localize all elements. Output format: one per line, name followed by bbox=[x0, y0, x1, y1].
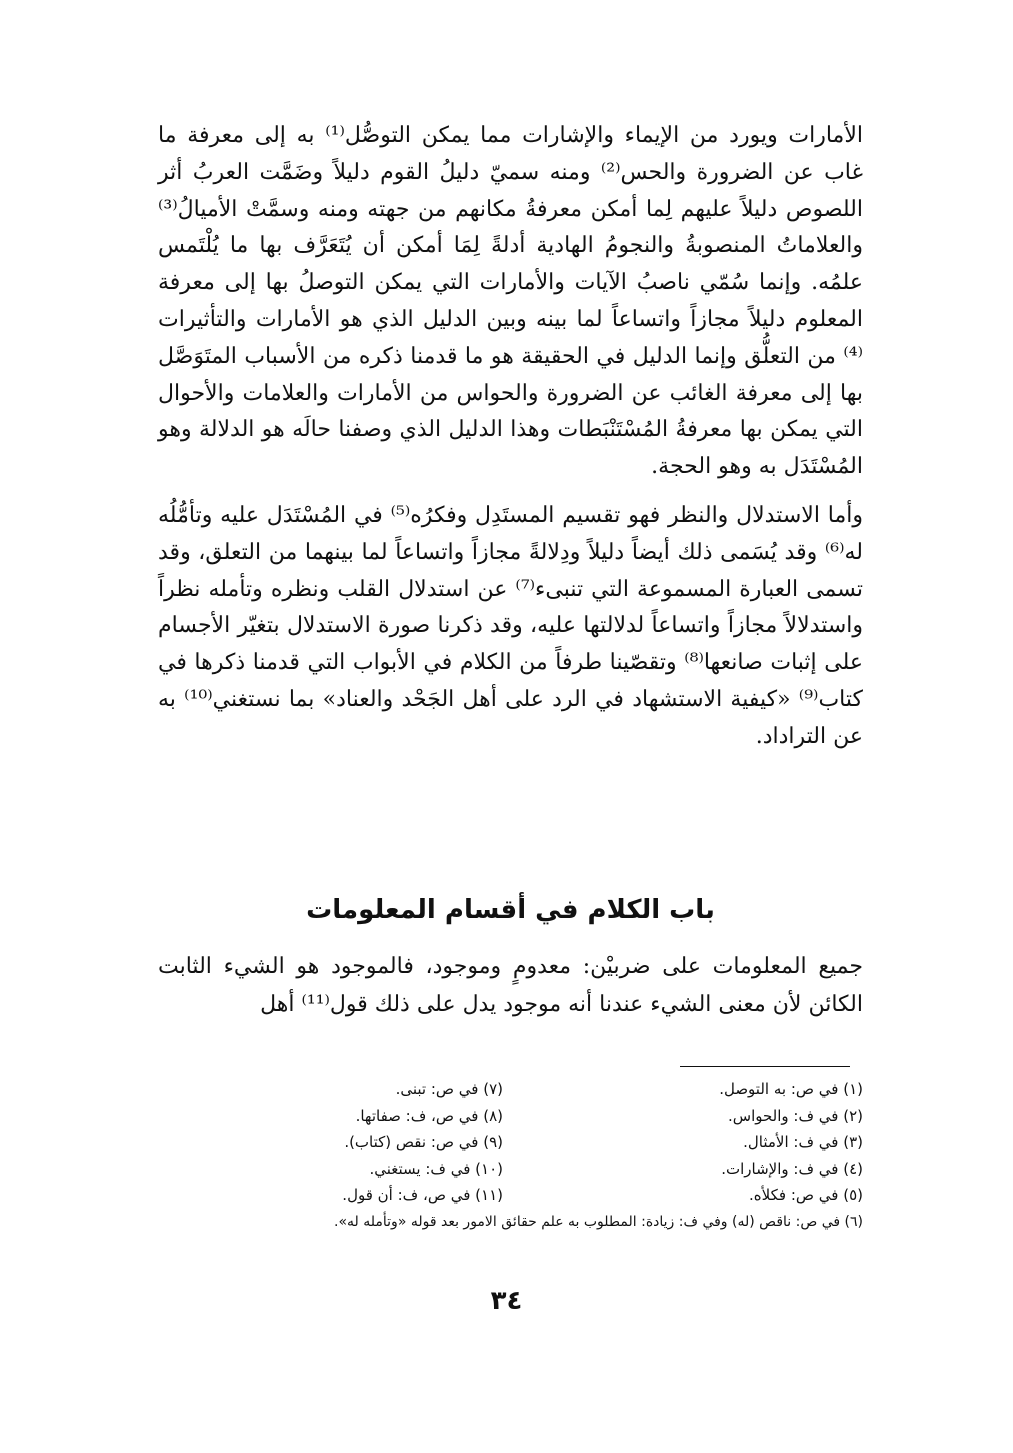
footnote-11: (١١) في ص، ف: أن قول. bbox=[342, 1186, 503, 1204]
footnote-8: (٨) في ص، ف: صفاتها. bbox=[355, 1106, 503, 1125]
footnote-divider bbox=[680, 1066, 850, 1067]
paragraph-1: الأمارات ويورد من الإيماء والإشارات مما يمكن التوصُّل⁽¹⁾ به إلى معرفة ما غاب عن الضرورة والحس⁽²⁾ ومنه سميّ دليلُ القوم دليلاً وضَمَّت العربُ أثر اللصوص دليلاً عليهم لِما أمكن معرفةُ مكانهم من جهته ومنه وسمَّتْ الأميالُ⁽³⁾ والعلاماتُ المنصوبةُ والنجومُ الهادية أدلةً لِمَا أمكن أن يُتَعَرَّف بها ما يُلْتَمس علمُه. وإنما سُمّي ناصبُ الآيات والأمارات التي يمكن التوصلُ بها إلى معرفة المعلوم دليلاً مجازاً واتساعاً لما بينه وبين الدليل الذي هو الأمارات والتأثيرات ⁽⁴⁾ من التعلُّق وإنما الدليل في الحقيقة هو ما قدمنا ذكره من الأسباب المتَوَصَّل بها إلى معرفة الغائب عن الضرورة والحواس من الأمارات والعلامات والأحوال التي يمكن بها معرفةُ المُسْتَنْبَطات وهذا الدليل الذي وصفنا حالَه هو الدلالة وهو المُسْتَدَل به وهو الحجة. bbox=[158, 123, 863, 480]
main-text bbox=[158, 118, 863, 756]
footnote-3: (٣) في ف: الأمثال. bbox=[743, 1133, 863, 1151]
paragraph-2: وأما الاستدلال والنظر فهو تقسيم المستَدِل وفكرُه⁽⁵⁾ في المُسْتَدَل عليه وتأمُّلُه له⁽⁶⁾ وقد يُسَمى ذلك أيضاً دليلاً ودِلالةً مجازاً واتساعاً لما بينهما من التعلق، وقد تسمى العبارة المسموعة التي تنبىء⁽⁷⁾ عن استدلال القلب ونظره وتأمله نظراً واستدلالاً مجازاً واتساعاً لدلالتها عليه، وقد ذكرنا صورة الاستدلال بتغيّر الأجسام على إثبات صانعها⁽⁸⁾ وتقصّينا طرفاً من الكلام في الأبواب التي قدمنا ذكرها في كتاب⁽⁹⁾ «كيفية الاستشهاد في الرد على أهل الجَحْد والعناد» بما نستغني⁽¹⁰⁾ به عن التراداد. bbox=[158, 502, 863, 749]
footnote-9: (٩) في ص: نقص (كتاب). bbox=[344, 1133, 503, 1151]
page-number: ٣٤ bbox=[490, 1286, 523, 1316]
footnote-10: (١٠) في ف: يستغني. bbox=[369, 1159, 503, 1178]
footnote-5: (٥) في ص: فكلأه. bbox=[749, 1186, 863, 1204]
footnote-4: (٤) في ف: والإشارات. bbox=[721, 1159, 863, 1178]
footnote-7: (٧) في ص: تبنى. bbox=[395, 1080, 503, 1098]
footnote-column-right bbox=[523, 1076, 863, 1209]
footnote-1: (١) في ص: به التوصل. bbox=[719, 1080, 863, 1098]
footnotes bbox=[158, 1076, 863, 1235]
section-paragraph: جميع المعلومات على ضربيْن: معدومٍ وموجود، فالموجود هو الشيء الثابت الكائن لأن معنى الشيء عندنا أنه موجود يدل على ذلك قول⁽¹¹⁾ أهل bbox=[158, 954, 863, 1017]
footnote-2: (٢) في ف: والحواس. bbox=[727, 1106, 863, 1125]
footnote-6: (٦) في ص: ناقص (له) وفي ف: زيادة: المطلوب به علم حقائق الامور بعد قوله «وتأمله له». bbox=[334, 1213, 863, 1230]
chapter-heading: باب الكلام في أقسام المعلومات bbox=[306, 895, 715, 925]
footnote-column-left bbox=[163, 1076, 503, 1209]
